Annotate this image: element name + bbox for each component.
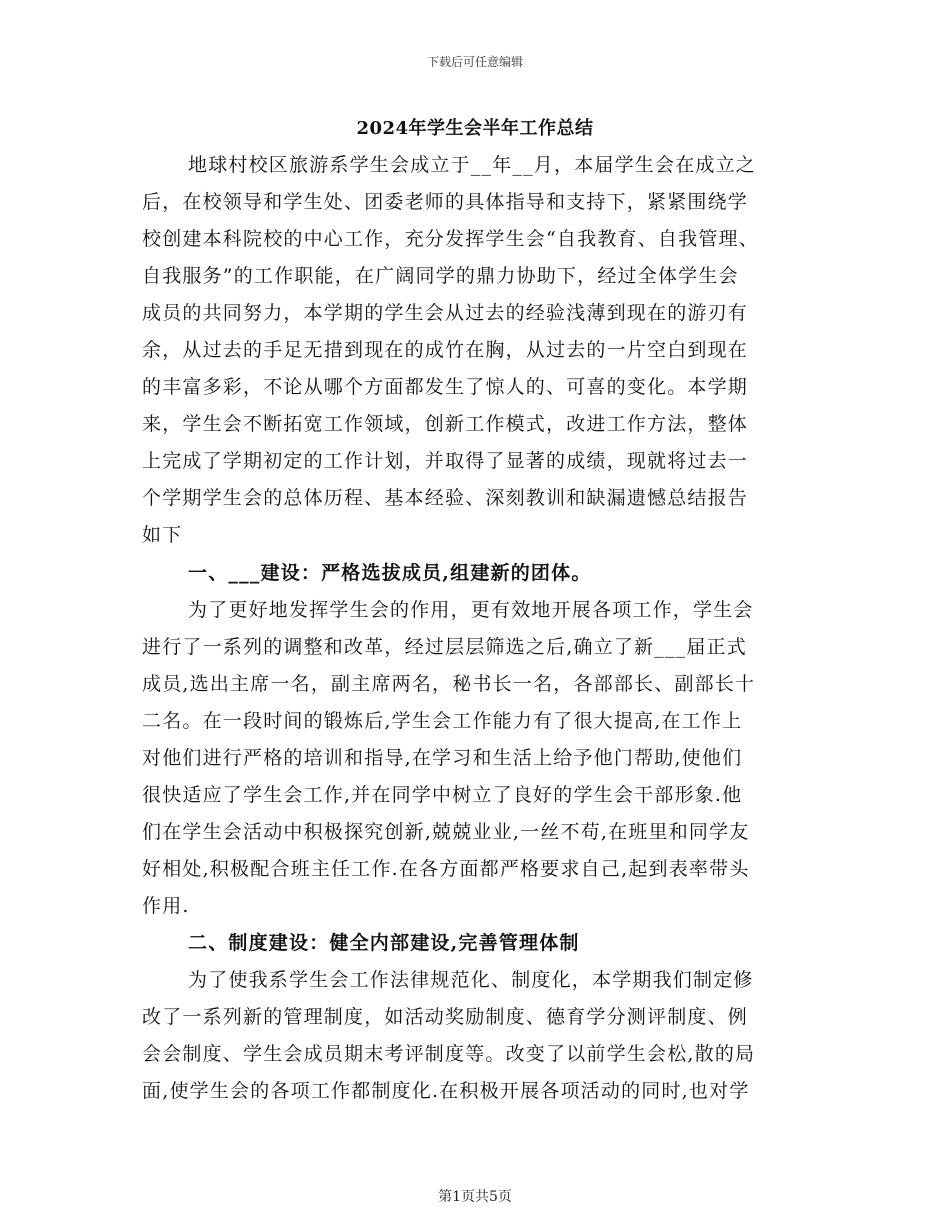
section-1-heading: 一、___建设：严格选拔成员,组建新的团体。 <box>188 562 592 584</box>
page-number: 第1页共5页 <box>438 1189 512 1205</box>
intro-line: 的丰富多彩，不论从哪个方面都发生了惊人的、可喜的变化。本学期 <box>142 376 749 398</box>
section-2-heading: 二、制度建设：健全内部建设,完善管理体制 <box>188 932 580 954</box>
section-2-line: 会会制度、学生会成员期末考评制度等。改变了以前学生会松,散的局 <box>142 1043 756 1065</box>
intro-line: 如下 <box>142 524 183 546</box>
section-2 <box>142 925 810 1110</box>
section-1-line: 们在学生会活动中积极探究创新,兢兢业业,一丝不苟,在班里和同学友 <box>142 821 750 843</box>
section-2-line: 面,使学生会的各项工作都制度化.在积极开展各项活动的同时,也对学 <box>142 1080 750 1102</box>
intro-line: 上完成了学期初定的工作计划，并取得了显著的成绩，现就将过去一 <box>142 450 749 472</box>
intro-line: 个学期学生会的总体历程、基本经验、深刻教训和缺漏遗憾总结报告 <box>142 487 749 509</box>
section-1-line: 作用. <box>142 895 190 917</box>
intro-paragraph <box>142 147 810 554</box>
section-1-line: 好相处,积极配合班主任工作.在各方面都严格要求自己,起到表率带头 <box>142 858 750 880</box>
section-1 <box>142 555 810 925</box>
intro-line: 自我服务”的工作职能，在广阔同学的鼎力协助下，经过全体学生会 <box>142 265 739 287</box>
intro-line: 成员的共同努力，本学期的学生会从过去的经验浅薄到现在的游刃有 <box>142 302 749 324</box>
section-1-line: 进行了一系列的调整和改革，经过层层筛选之后,确立了新___届正式 <box>142 636 747 658</box>
page-header-note: 下载后可任意编辑 <box>426 55 523 69</box>
document-title: 2024年学生会半年工作总结 <box>356 118 594 139</box>
intro-line: 来，学生会不断拓宽工作领域，创新工作模式，改进工作方法，整体 <box>142 413 749 435</box>
intro-line: 地球村校区旅游系学生会成立于__年__月，本届学生会在成立之 <box>188 154 757 176</box>
section-2-line: 为了使我系学生会工作法律规范化、制度化，本学期我们制定修 <box>188 969 754 991</box>
section-2-line: 改了一系列新的管理制度，如活动奖励制度、德育学分测评制度、例 <box>142 1006 749 1028</box>
section-1-line: 很快适应了学生会工作,并在同学中树立了良好的学生会干部形象.他 <box>142 784 743 806</box>
section-1-line: 对他们进行严格的培训和指导,在学习和生活上给予他门帮助,使他们 <box>142 747 743 769</box>
intro-line: 余，从过去的手足无措到现在的成竹在胸，从过去的一片空白到现在 <box>142 339 749 361</box>
intro-line: 后，在校领导和学生处、团委老师的具体指导和支持下，紧紧围绕学 <box>142 191 749 213</box>
intro-line: 校创建本科院校的中心工作，充分发挥学生会“自我教育、自我管理、 <box>142 228 759 250</box>
section-1-line: 为了更好地发挥学生会的作用，更有效地开展各项工作，学生会 <box>188 599 754 621</box>
section-1-line: 成员,选出主席一名，副主席两名，秘书长一名，各部部长、副部长十 <box>142 673 756 695</box>
section-1-line: 二名。在一段时间的锻炼后,学生会工作能力有了很大提高,在工作上 <box>142 710 743 732</box>
